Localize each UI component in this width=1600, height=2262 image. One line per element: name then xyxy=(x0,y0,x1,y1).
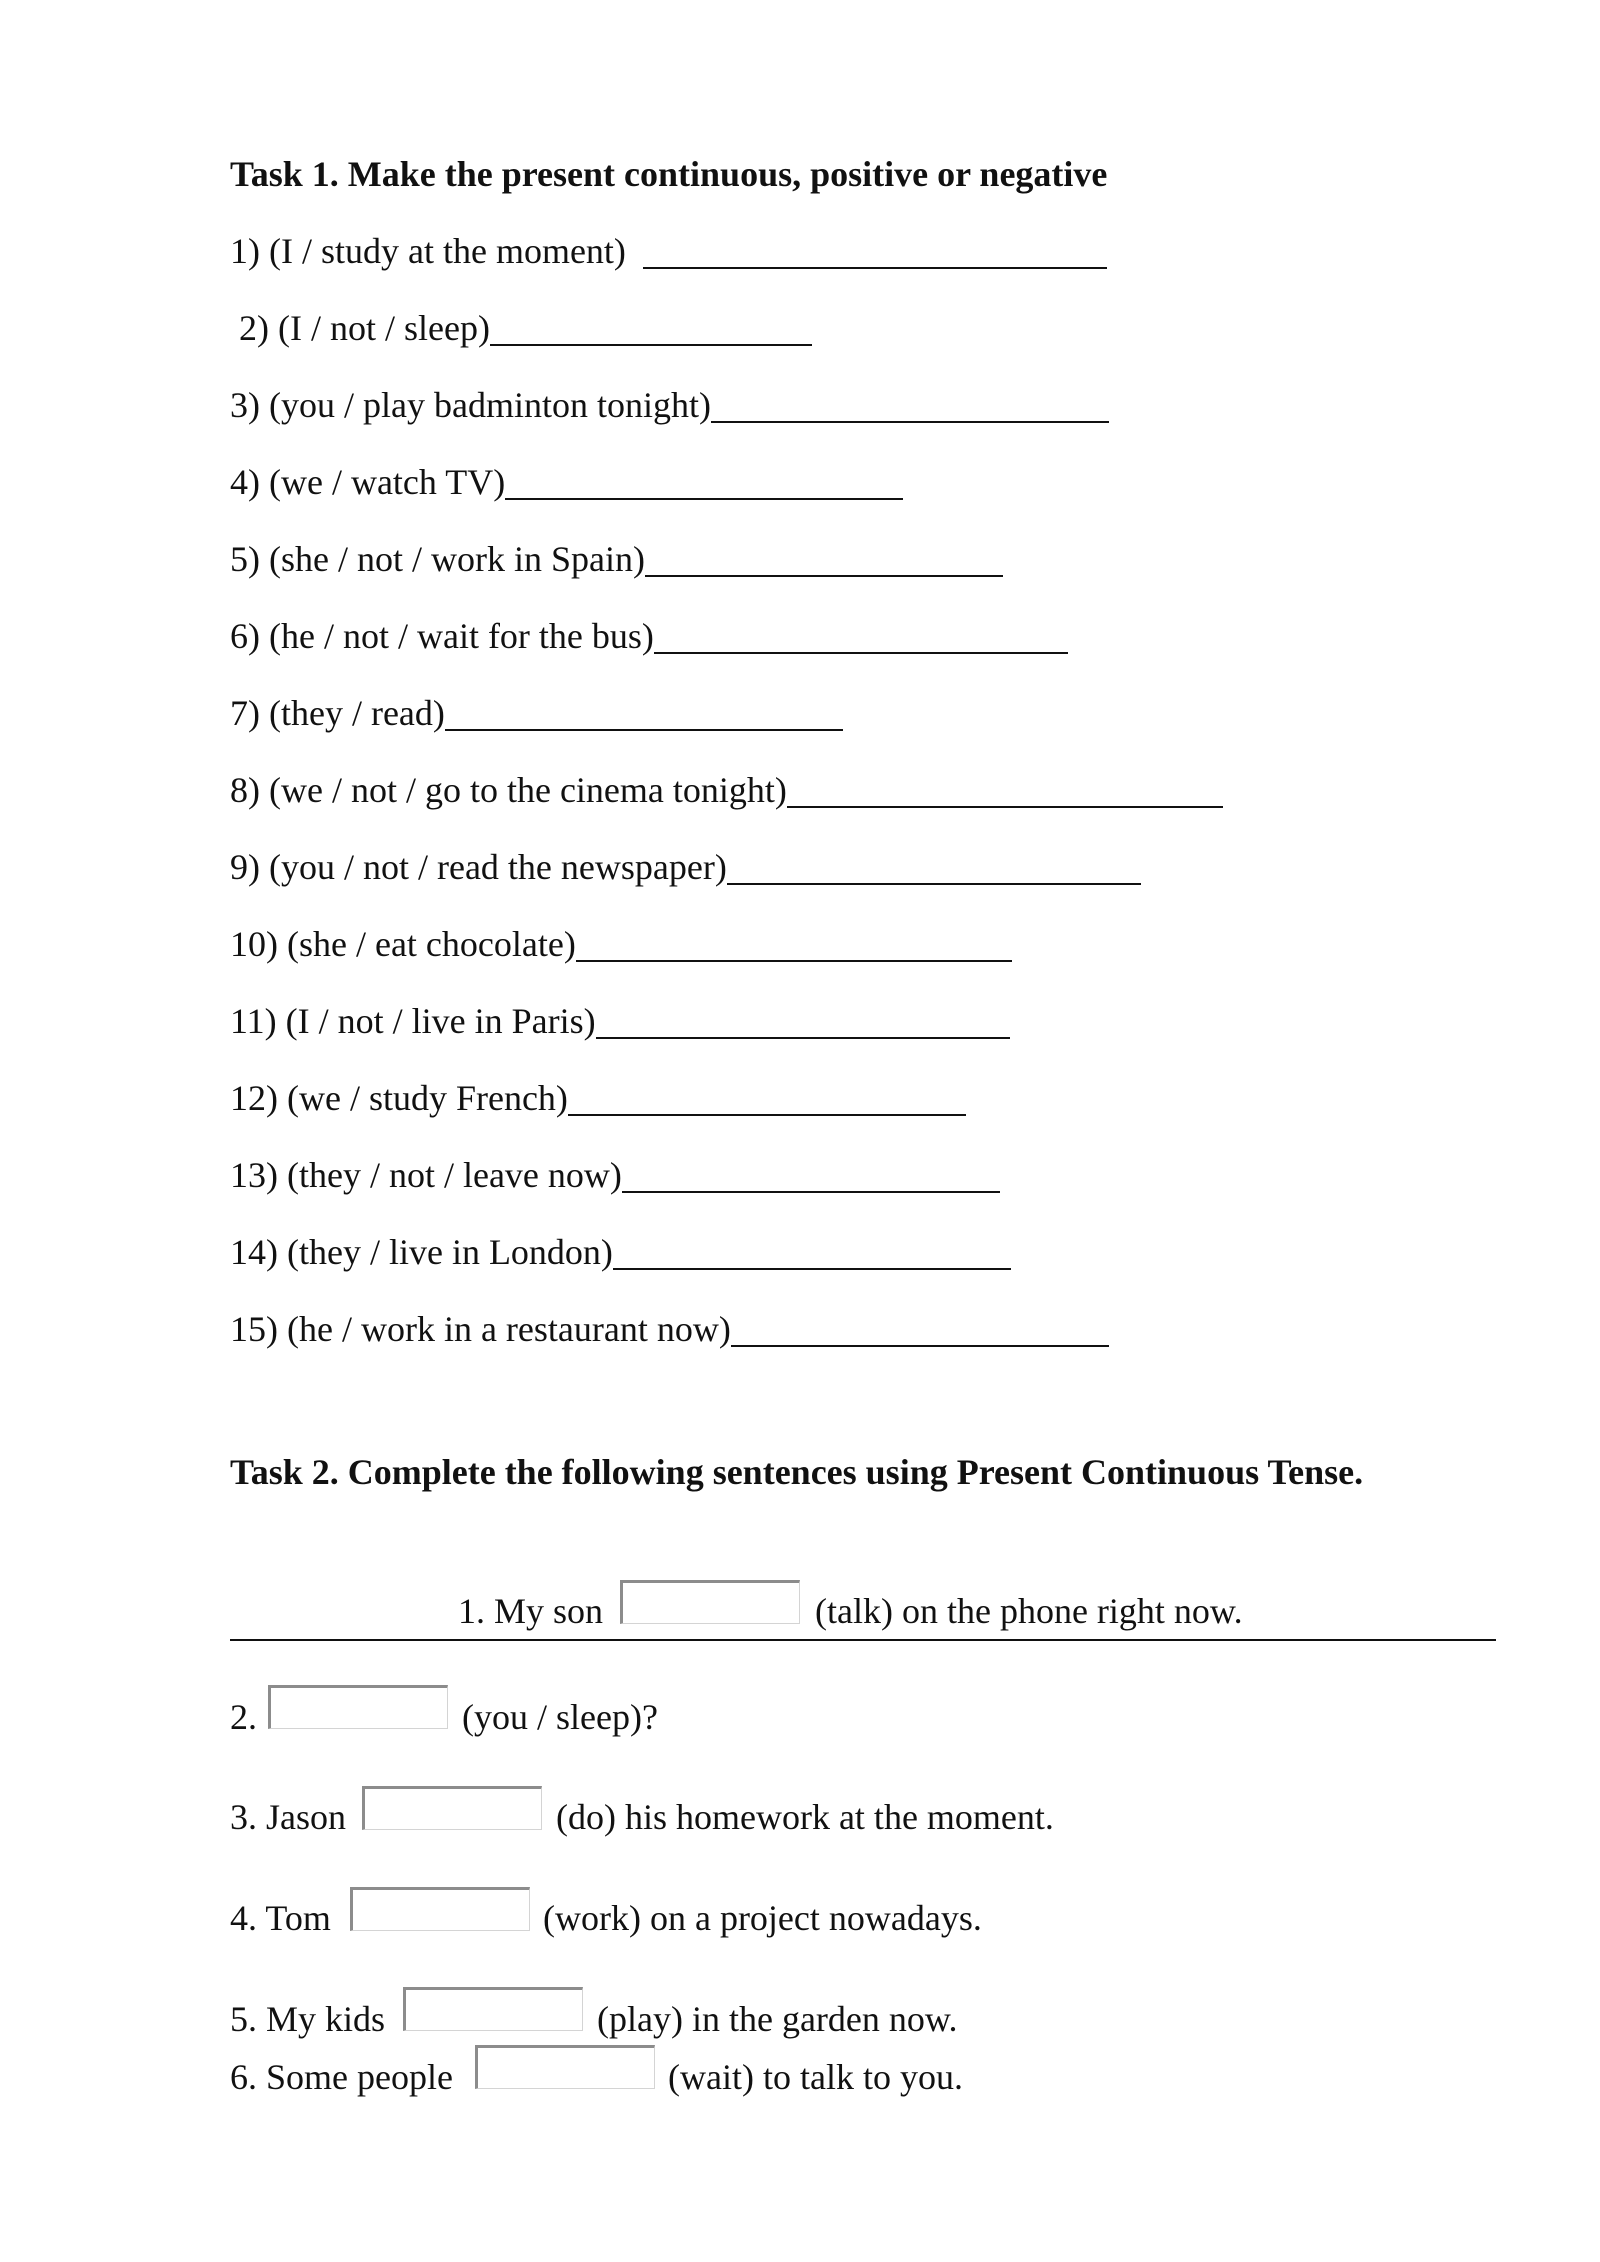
task1-item-1 xyxy=(230,229,1107,273)
answer-blank[interactable] xyxy=(505,464,903,500)
task1-item-12 xyxy=(230,1076,966,1120)
answer-blank[interactable] xyxy=(727,849,1141,885)
sentence-4-answer-input[interactable] xyxy=(350,1887,530,1931)
task1-item-prompt: 2) (I / not / sleep) xyxy=(239,308,490,348)
task1-item-4 xyxy=(230,460,903,504)
task1-item-8 xyxy=(230,768,1223,812)
task1-item-3 xyxy=(230,383,1109,427)
answer-blank[interactable] xyxy=(787,772,1223,808)
task1-item-prompt: 10) (she / eat chocolate) xyxy=(230,924,576,964)
task1-item-prompt: 8) (we / not / go to the cinema tonight) xyxy=(230,770,787,810)
task1-item-prompt: 6) (he / not / wait for the bus) xyxy=(230,616,654,656)
task1-item-14 xyxy=(230,1230,1011,1274)
answer-blank[interactable] xyxy=(596,1003,1010,1039)
sentence-3-before: 3. Jason xyxy=(230,1797,346,1837)
sentence-1-rule xyxy=(230,1639,1496,1641)
sentence-5-before: 5. My kids xyxy=(230,1999,386,2039)
answer-blank[interactable] xyxy=(568,1080,966,1116)
task1-item-5 xyxy=(230,537,1003,581)
answer-blank[interactable] xyxy=(490,310,812,346)
task1-item-10 xyxy=(230,922,1012,966)
answer-blank[interactable] xyxy=(576,926,1012,962)
answer-blank[interactable] xyxy=(654,618,1068,654)
task1-item-prompt: 11) (I / not / live in Paris) xyxy=(230,1001,596,1041)
answer-blank[interactable] xyxy=(731,1311,1109,1347)
task1-item-prompt: 3) (you / play badminton tonight) xyxy=(230,385,711,425)
task1-item-prompt: 1) (I / study at the moment) xyxy=(230,231,635,271)
task1-item-prompt: 5) (she / not / work in Spain) xyxy=(230,539,645,579)
sentence-6-answer-input[interactable] xyxy=(475,2045,655,2089)
sentence-2-answer-input[interactable] xyxy=(268,1685,448,1729)
sentence-2-after: (you / sleep)? xyxy=(462,1697,658,1737)
sentence-6-after: (wait) to talk to you. xyxy=(668,2057,963,2097)
sentence-1-before: 1. My son xyxy=(458,1591,604,1631)
task1-item-13 xyxy=(230,1153,1000,1197)
answer-blank[interactable] xyxy=(711,387,1109,423)
task1-item-prompt: 15) (he / work in a restaurant now) xyxy=(230,1309,731,1349)
sentence-3-answer-input[interactable] xyxy=(362,1786,542,1830)
task1-item-prompt: 14) (they / live in London) xyxy=(230,1232,613,1272)
task1-item-prompt: 12) (we / study French) xyxy=(230,1078,568,1118)
sentence-5-after: (play) in the garden now. xyxy=(597,1999,958,2039)
task1-heading: Task 1. Make the present continuous, positive or negative xyxy=(230,154,1108,194)
task2-heading: Task 2. Complete the following sentences using Present Continuous Tense. xyxy=(230,1452,1364,1492)
sentence-4-after: (work) on a project nowadays. xyxy=(543,1898,982,1938)
task1-item-9 xyxy=(230,845,1141,889)
sentence-1-answer-input[interactable] xyxy=(620,1580,800,1624)
sentence-1-after: (talk) on the phone right now. xyxy=(815,1591,1243,1631)
task1-item-11 xyxy=(230,999,1010,1043)
task1-item-15 xyxy=(230,1307,1109,1351)
task1-item-6 xyxy=(230,614,1068,658)
task1-item-prompt: 13) (they / not / leave now) xyxy=(230,1155,622,1195)
sentence-3-after: (do) his homework at the moment. xyxy=(556,1797,1054,1837)
task1-item-7 xyxy=(230,691,843,735)
task1-item-prompt: 9) (you / not / read the newspaper) xyxy=(230,847,727,887)
sentence-2-before: 2. xyxy=(230,1697,257,1737)
sentence-5-answer-input[interactable] xyxy=(403,1987,583,2031)
sentence-6-before: 6. Some people xyxy=(230,2057,453,2097)
task1-item-2 xyxy=(239,306,812,350)
task1-item-prompt: 7) (they / read) xyxy=(230,693,445,733)
sentence-4-before: 4. Tom xyxy=(230,1898,331,1938)
task1-item-prompt: 4) (we / watch TV) xyxy=(230,462,506,502)
answer-blank[interactable] xyxy=(445,695,843,731)
answer-blank[interactable] xyxy=(643,233,1107,269)
answer-blank[interactable] xyxy=(645,541,1003,577)
answer-blank[interactable] xyxy=(622,1157,1000,1193)
answer-blank[interactable] xyxy=(613,1234,1011,1270)
